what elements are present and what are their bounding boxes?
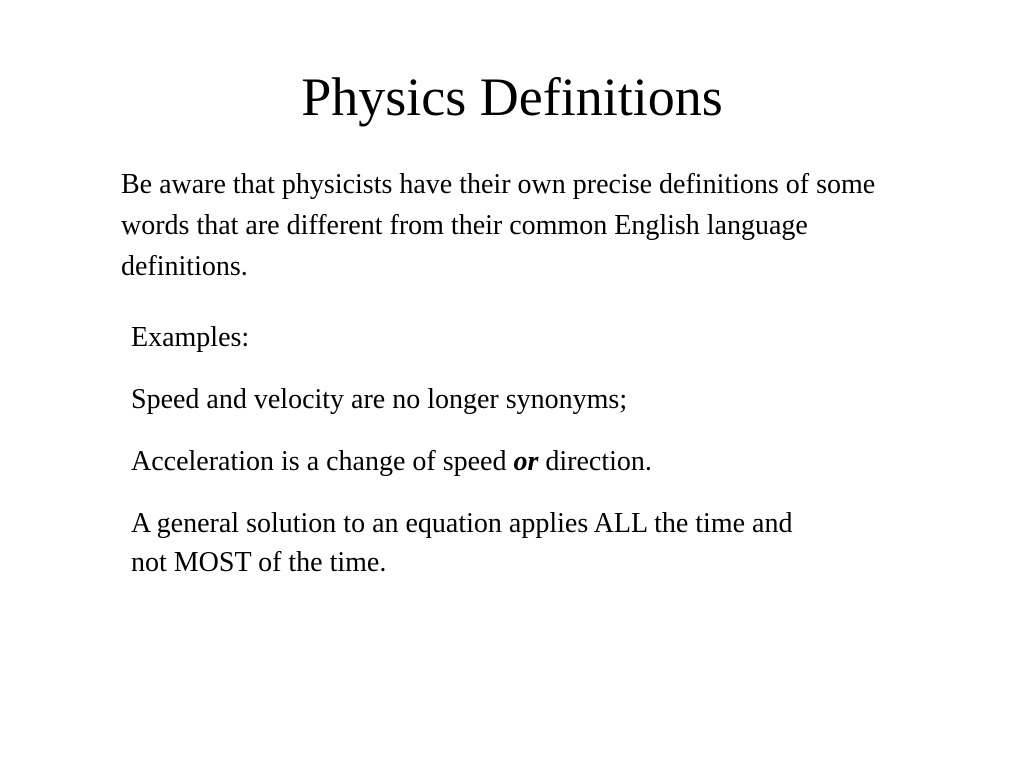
example-acceleration-emphasis: or bbox=[513, 446, 539, 477]
examples-heading: Examples: bbox=[131, 322, 250, 353]
examples-section bbox=[131, 318, 891, 605]
intro-paragraph: Be aware that physicists have their own precise definitions of some words that are different from their common English language definitions. bbox=[121, 169, 876, 282]
example-general-solution: A general solution to an equation applies ALL the time and not MOST of the time. bbox=[131, 508, 793, 578]
example-acceleration-text-before: Acceleration is a change of speed bbox=[131, 446, 514, 477]
example-acceleration-text-after: direction. bbox=[538, 446, 652, 477]
example-acceleration bbox=[131, 442, 891, 481]
example-speed-velocity: Speed and velocity are no longer synonyms; bbox=[131, 384, 628, 415]
slide-title: Physics Definitions bbox=[301, 67, 723, 127]
